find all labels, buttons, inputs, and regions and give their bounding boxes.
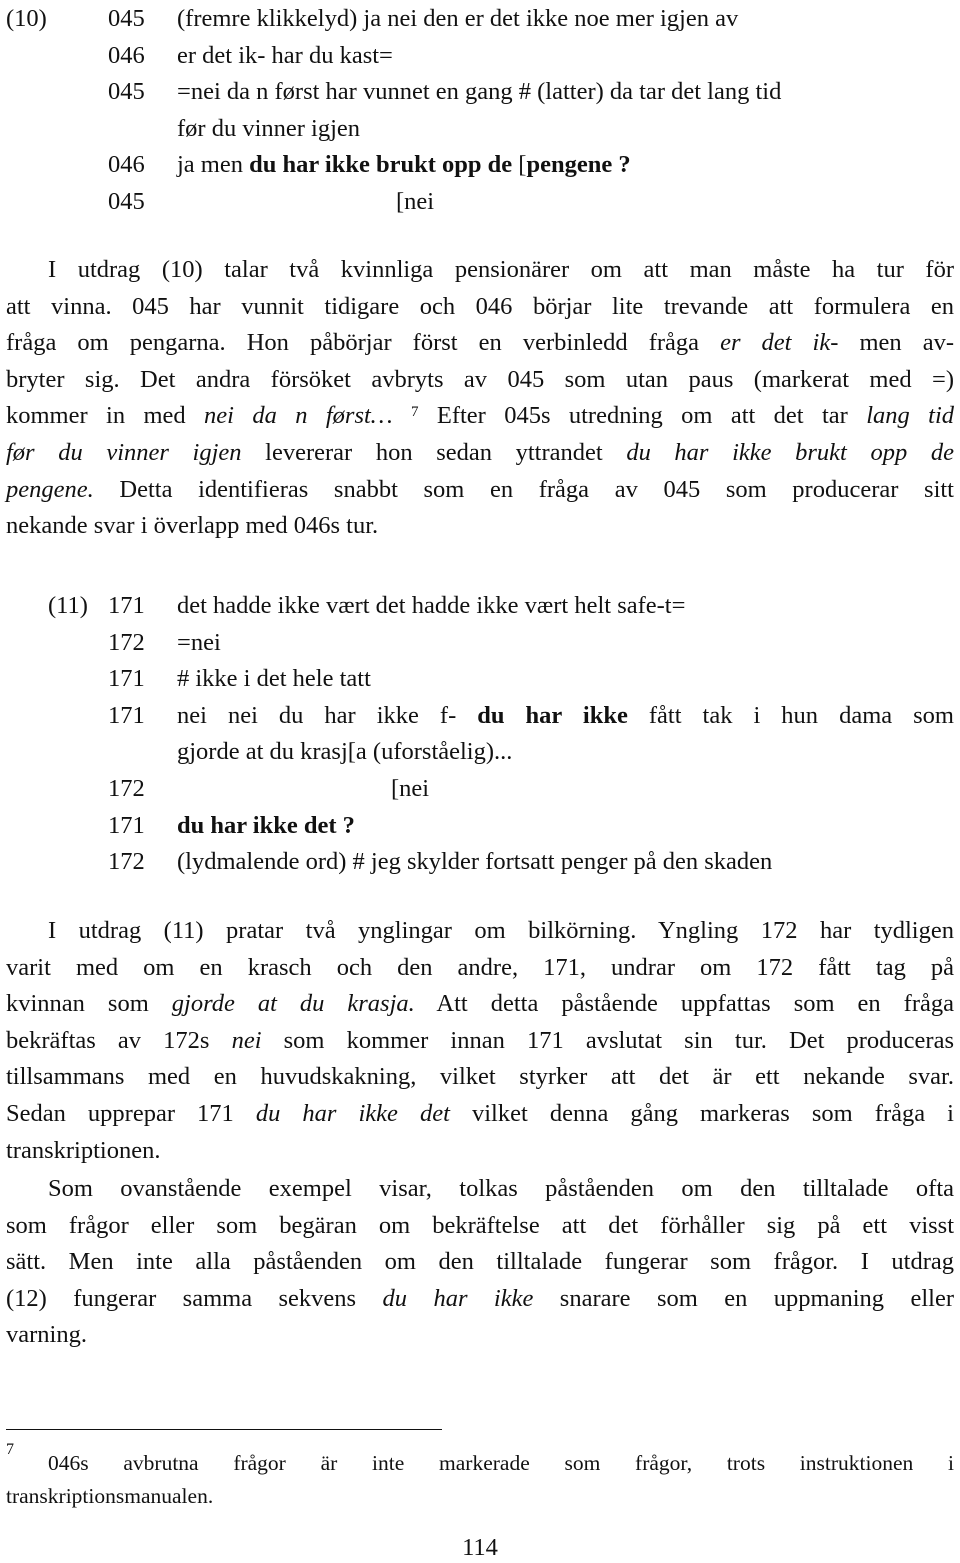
utterance: (fremre klikkelyd) ja nei den er det ikke noe mer igjen av [177, 5, 739, 32]
speaker-id: 172 [108, 775, 145, 802]
text-line: I utdrag (10) talar två kvinnliga pensionärer om att man måste ha tur för [48, 256, 954, 283]
text-line: tillsammans med en huvudskakning, vilket styrker att det är ett nekande svar. [6, 1063, 954, 1091]
speaker-id: 172 [108, 848, 145, 876]
text-line: (12) fungerar samma sekvens du har ikke snarare som en uppmaning eller [6, 1284, 954, 1312]
body-paragraph [6, 1171, 954, 1354]
utterance: før du vinner igjen [177, 114, 361, 142]
speaker-id: 045 [108, 78, 145, 106]
footnote-line: transkriptionsmanualen. [6, 1484, 214, 1508]
text-line: kvinnan som gjorde at du krasja. Att detta påstående uppfattas som en fråga [6, 990, 954, 1018]
utterance: =nei da n først har vunnet en gang # (latter) da tar det lang tid [177, 78, 782, 106]
utterance: gjorde at du krasj[a (uforståelig)... [177, 738, 513, 766]
text-line: som frågor eller som begäran om bekräftelse att det förhåller sig på ett visst [6, 1211, 954, 1239]
utterance: (lydmalende ord) # jeg skylder fortsatt penger på den skaden [177, 848, 773, 876]
speaker-id: 046 [108, 151, 145, 179]
text-line: før du vinner igjen levererar hon sedan yttrandet du har ikke brukt opp de [6, 438, 954, 466]
speaker-id: 171 [108, 811, 145, 839]
text-line: Sedan upprepar 171 du har ikke det vilket denna gång markeras som fråga i [6, 1099, 954, 1127]
text-line: pengene. Detta identifieras snabbt som en fråga av 045 som producerar sitt [6, 475, 954, 503]
utterance: =nei [177, 628, 221, 656]
example-label: (10) [6, 5, 47, 32]
utterance: [nei [396, 188, 435, 215]
text-line: I utdrag (11) pratar två ynglingar om bilkörning. Yngling 172 har tydligen [48, 917, 954, 944]
text-line: bryter sig. Det andra försöket avbryts av 045 som utan paus (markerat med =) [6, 365, 954, 393]
footnote-line: 046s avbrutna frågor är inte markerade som frågor, trots instruktionen i [48, 1451, 954, 1475]
speaker-id: 045 [108, 5, 145, 32]
text-line: att vinna. 045 har vunnit tidigare och 046 börjar lite trevande att formulera en [6, 292, 954, 320]
speaker-id: 045 [108, 188, 145, 215]
speaker-id: 172 [108, 628, 145, 656]
text-line: varit med om en krasch och den andre, 171, undrar om 172 fått tag på [6, 953, 954, 981]
text-line: sätt. Men inte alla påståenden om den tilltalade fungerar som frågor. I utdrag [6, 1248, 954, 1276]
utterance: [nei [391, 775, 430, 802]
footnote-rule [6, 1429, 442, 1430]
utterance: det hadde ikke vært det hadde ikke vært helt safe-t= [177, 592, 686, 619]
page-number: 114 [462, 1534, 498, 1561]
utterance: er det ik- har du kast= [177, 41, 393, 69]
text-line: bekräftas av 172s nei som kommer innan 171 avslutat sin tur. Det produceras [6, 1026, 954, 1054]
utterance: du har ikke det ? [177, 811, 355, 839]
utterance: nei nei du har ikke f- du har ikke fått tak i hun dama som [177, 701, 954, 729]
text-line: kommer in med nei da n først… $^7$ Efter 045s utredning om att det tar lang tid [6, 402, 955, 430]
utterance: ja men du har ikke brukt opp de [pengene ? [177, 151, 631, 179]
speaker-id: 171 [108, 665, 145, 693]
text-line: Som ovanstående exempel visar, tolkas påståenden om den tilltalade ofta [48, 1175, 954, 1202]
speaker-id: 171 [108, 592, 145, 619]
footnote-mark: 7 [6, 1441, 14, 1458]
speaker-id: 171 [108, 701, 145, 729]
text-line: varning. [6, 1321, 87, 1349]
footnote [6, 1447, 954, 1513]
speaker-id: 046 [108, 41, 145, 69]
example-label: (11) [48, 592, 88, 619]
body-paragraph [6, 913, 954, 1169]
text-line: nekande svar i överlapp med 046s tur. [6, 512, 379, 540]
text-line: transkriptionen. [6, 1136, 161, 1164]
utterance: # ikke i det hele tatt [177, 665, 371, 693]
body-paragraph [6, 252, 954, 545]
text-line: fråga om pengarna. Hon påbörjar först en verbinledd fråga er det ik- men av- [6, 329, 955, 357]
